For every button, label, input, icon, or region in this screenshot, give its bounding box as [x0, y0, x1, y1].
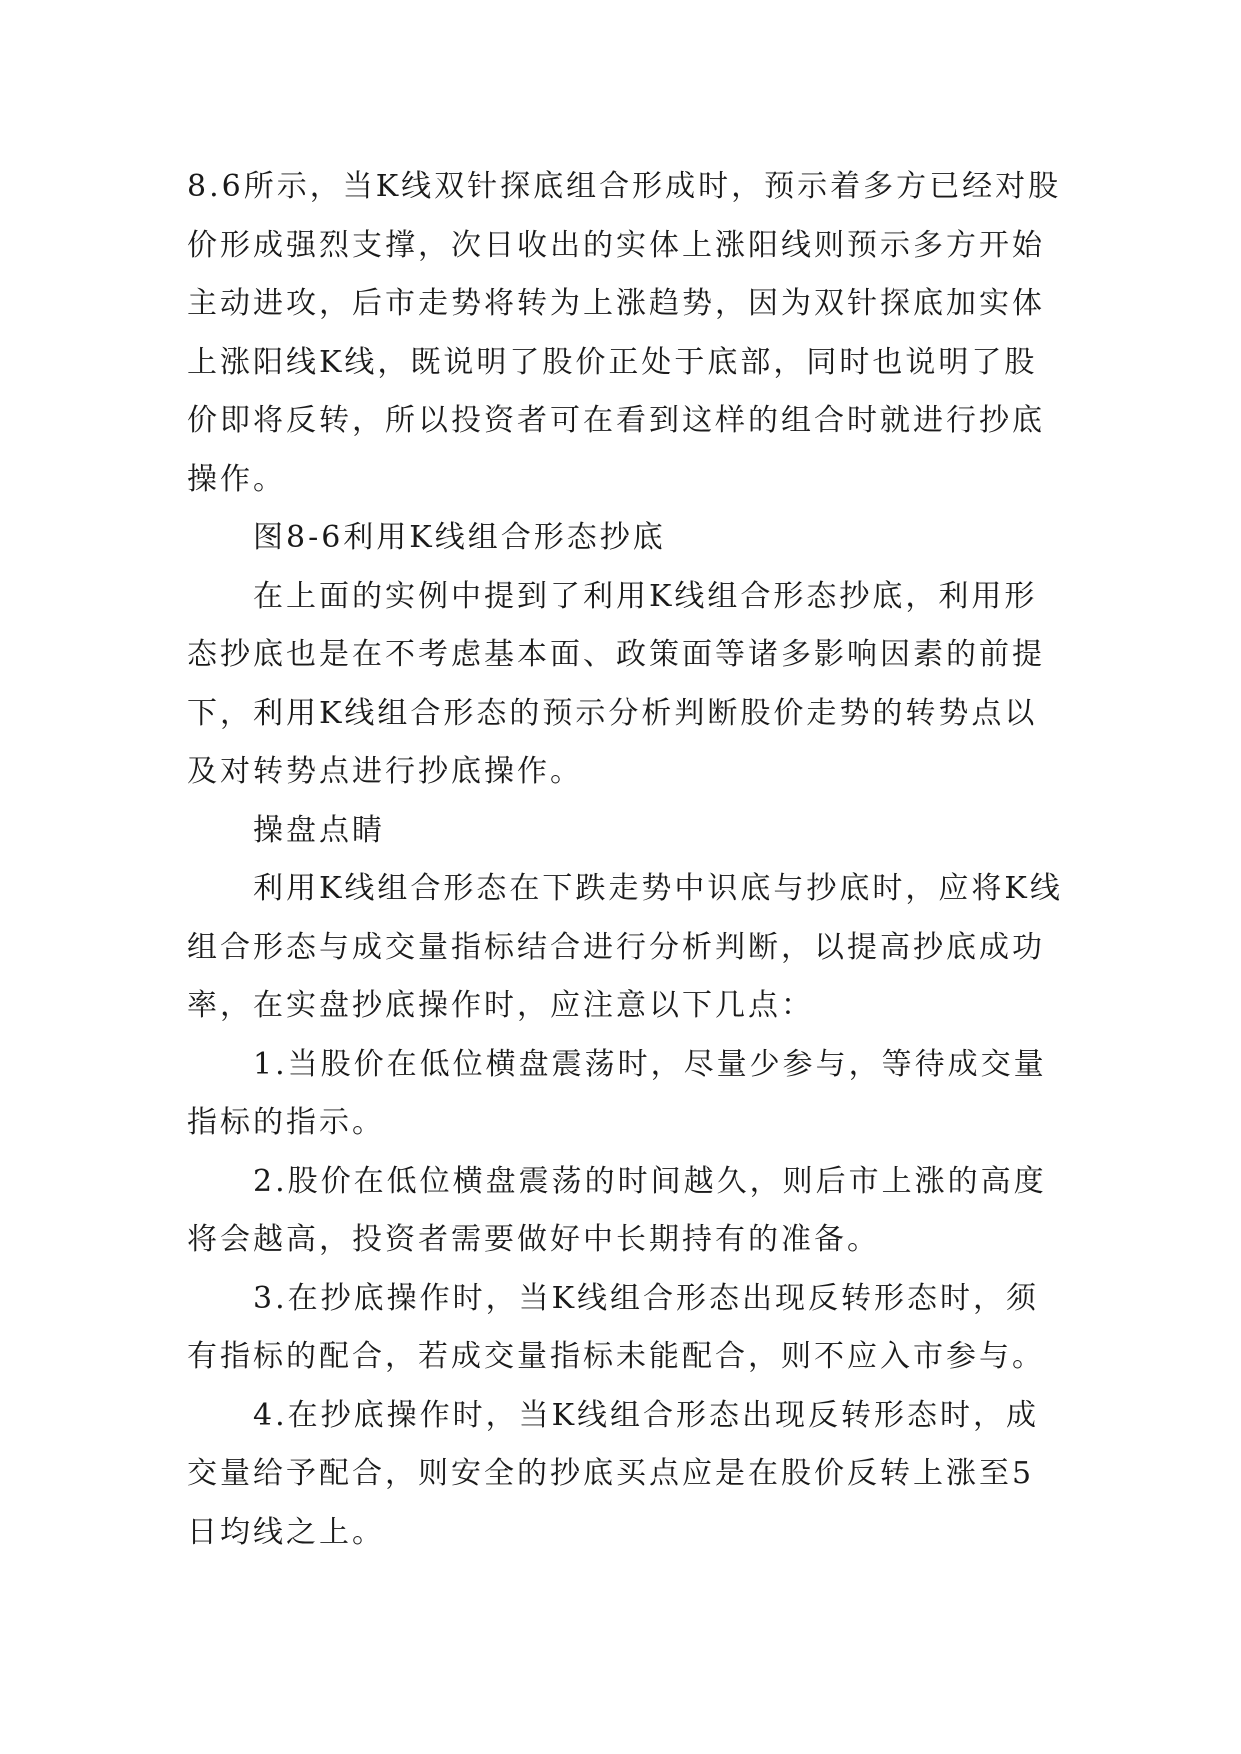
- list-item: 4.在抄底操作时，当K线组合形态出现反转形态时，成交量给予配合，则安全的抄底买点应是在股价反转上涨至5日均线之上。: [187, 1397, 1040, 1550]
- paragraph: 在上面的实例中提到了利用K线组合形态抄底，利用形态抄底也是在不考虑基本面、政策面等诸多影响因素的前提下，利用K线组合形态的预示分析判断股价走势的转势点以及对转势点进行抄底操作。: [187, 578, 1045, 789]
- paragraph-continued: 8.6所示，当K线双针探底组合形成时，预示着多方已经对股价形成强烈支撑，次日收出的实体上涨阳线则预示多方开始主动进攻，后市走势将转为上涨趋势，因为双针探底加实体上涨阳线K线，既说明了股价正处于底部，同时也说明了股价即将反转，所以投资者可在看到这样的组合时就进行抄底操作。: [187, 169, 1062, 497]
- list-item: 1.当股价在低位横盘震荡时，尽量少参与，等待成交量指标的指示。: [187, 1046, 1047, 1140]
- section-heading: 操盘点睛: [253, 812, 385, 848]
- body-text: [187, 158, 1067, 1562]
- list-item: 3.在抄底操作时，当K线组合形态出现反转形态时，须有指标的配合，若成交量指标未能配合，则不应入市参与。: [187, 1280, 1045, 1374]
- figure-caption: 图8-6利用K线组合形态抄底: [253, 520, 666, 555]
- list-item: 2.股价在低位横盘震荡的时间越久，则后市上涨的高度将会越高，投资者需要做好中长期持有的准备。: [187, 1163, 1047, 1257]
- paragraph: 利用K线组合形态在下跌走势中识底与抄底时，应将K线组合形态与成交量指标结合进行分析判断，以提高抄底成功率，在实盘抄底操作时，应注意以下几点：: [187, 871, 1063, 1023]
